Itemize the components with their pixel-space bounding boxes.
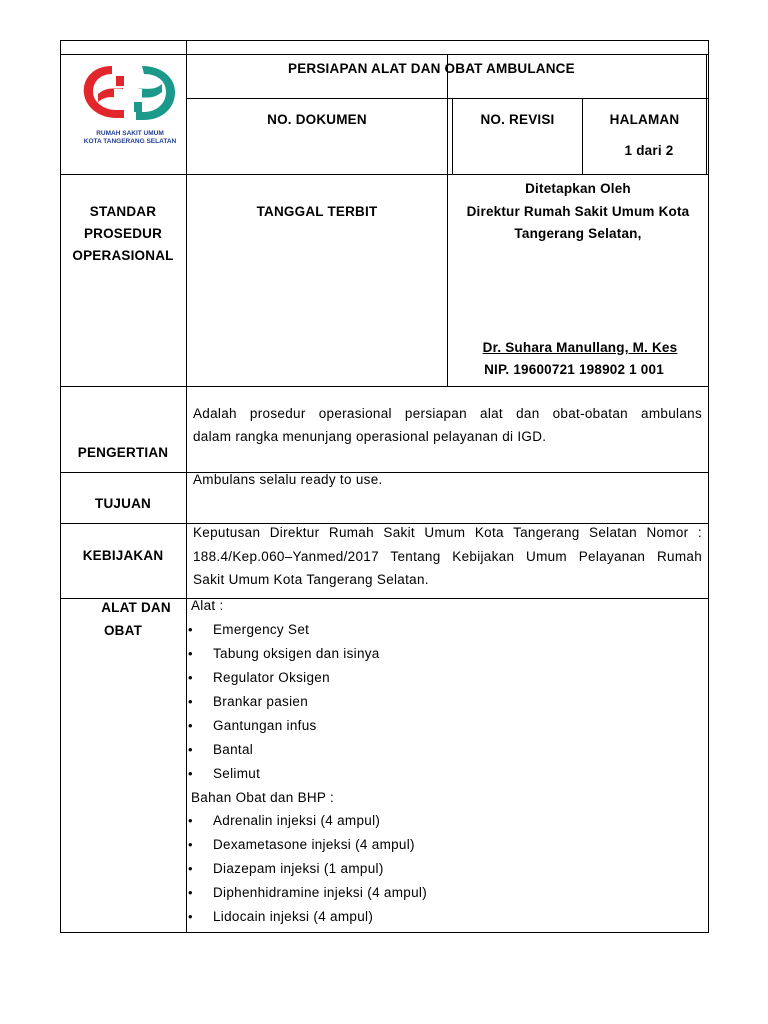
sop-label-line3: OPERASIONAL [72, 248, 174, 263]
hospital-logo [80, 62, 180, 152]
list-item: • Brankar pasien [186, 693, 380, 717]
alat-obat-label-line1: ALAT DAN [101, 600, 171, 615]
list-item: • Diphenhidramine injeksi (4 ampul) [186, 884, 427, 908]
pengertian-line2: dalam rangka menunjang operasional pelayanan di IGD. [193, 429, 547, 444]
sop-label-line1: STANDAR [89, 204, 157, 219]
list-item: • Regulator Oksigen [186, 669, 380, 693]
page-label: HALAMAN [609, 112, 680, 127]
kebijakan-line1: Keputusan Direktur Rumah Sakit Umum Kota Tangerang Selatan Nomor : [193, 525, 702, 540]
tujuan-text: Ambulans selalu ready to use. [193, 472, 383, 487]
kebijakan-line3: Sakit Umum Kota Tangerang Selatan. [193, 572, 429, 587]
doc-number-label: NO. DOKUMEN [267, 112, 367, 127]
list-item: • Tabung oksigen dan isinya [186, 645, 380, 669]
logo-text-line1: RUMAH SAKIT UMUM [96, 130, 164, 137]
approver-nip: NIP. 19600721 198902 1 001 [484, 362, 664, 377]
date-issued-label: TANGGAL TERBIT [256, 204, 378, 219]
kebijakan-line2: 188.4/Kep.060–Yanmed/2017 Tentang Kebijakan Umum Pelayanan Rumah [193, 549, 702, 564]
list-item: • Gantungan infus [186, 717, 380, 741]
alat-list [186, 621, 380, 789]
list-item: • Selimut [186, 765, 380, 789]
list-item: • Adrenalin injeksi (4 ampul) [186, 812, 427, 836]
pengertian-label: PENGERTIAN [77, 445, 169, 460]
page-value: 1 dari 2 [624, 143, 674, 158]
tujuan-label: TUJUAN [95, 496, 151, 511]
alat-obat-label-line2: OBAT [103, 623, 143, 638]
approval-line1: Ditetapkan Oleh [525, 181, 631, 196]
kebijakan-label: KEBIJAKAN [82, 548, 164, 563]
pengertian-line1: Adalah prosedur operasional persiapan alat dan obat-obatan ambulans [193, 406, 702, 421]
sop-label-line2: PROSEDUR [83, 226, 163, 241]
document-title: PERSIAPAN ALAT DAN OBAT AMBULANCE [288, 61, 575, 76]
list-item: • Emergency Set [186, 621, 380, 645]
revision-label: NO. REVISI [480, 112, 555, 127]
alat-heading: Alat : [191, 598, 224, 613]
hospital-logo-icon [80, 62, 180, 124]
list-item: • Dexametasone injeksi (4 ampul) [186, 836, 427, 860]
bahan-heading: Bahan Obat dan BHP : [191, 790, 335, 805]
logo-text-line2: KOTA TANGERANG SELATAN [83, 138, 177, 145]
approval-line3: Tangerang Selatan, [514, 226, 642, 241]
approver-name: Dr. Suhara Manullang, M. Kes [482, 340, 678, 355]
list-item: • Lidocain injeksi (4 ampul) [186, 908, 427, 932]
approval-line2: Direktur Rumah Sakit Umum Kota [466, 204, 690, 219]
list-item: • Bantal [186, 741, 380, 765]
bahan-list [186, 812, 427, 932]
list-item: • Diazepam injeksi (1 ampul) [186, 860, 427, 884]
